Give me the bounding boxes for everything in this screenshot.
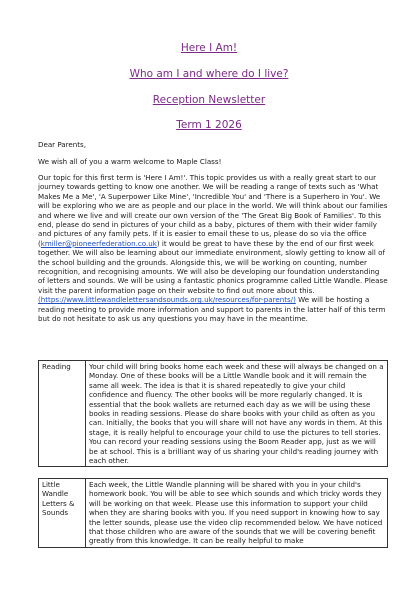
section-label: Reading — [39, 361, 86, 467]
title-here-i-am: Here I Am! — [180, 42, 238, 54]
title-term: Term 1 2026 — [176, 119, 242, 131]
section-label: Little Wandle Letters & Sounds — [39, 479, 86, 548]
little-wandle-section-table — [38, 478, 388, 548]
office-email-link[interactable]: kmiller@pioneerfederation.co.uk — [40, 238, 157, 248]
section-text: Your child will bring books home each week and these will always be changed on a Monday. One of these books will be a Little Wandle book and it will remain the same all week. The idea is that it is shared repeatedly to give your child confidence and fluency. The other books will be more regularly changed. It is essential that the book wallets are returned each day as we will be using these books in reading sessions. Please do share books with your child as often as you can. Initially, the books that you will share will not have any words in them. At this stage, it is really helpful to encourage your child to use the pictures to tell stories. You can record your reading sessions using the Boom Reader app, just as we will be at school. This is a brilliant way of us sharing your child's reading journey with each other. — [86, 361, 388, 467]
little-wandle-url-link[interactable]: (https://www.littlewandlelettersandsounds.org.uk/resources/for-parents/) — [38, 295, 296, 305]
section-text: Each week, the Little Wandle planning will be shared with you in your child's homework book. You will be able to see which sounds and which tricky words they will be working on that week. Please use this information to support your child when they are sharing books with you. If you need support in knowing how to say the letter sounds, please use the video clip recommended below. We have noticed that those children who are aware of the sounds that we will be covering benefit greatly from this knowledge. It can be really helpful to make — [86, 479, 388, 548]
intro-closing-text: We will be hosting a reading meeting to provide more information and support to parents in the latter half of this term but do not hesitate to ask us any questions you may have in the meantime. — [38, 295, 386, 324]
table-row — [39, 479, 388, 548]
welcome-line: We wish all of you a warm welcome to Maple Class! — [38, 157, 222, 166]
greeting: Dear Parents, — [38, 140, 87, 149]
title-reception-newsletter: Reception Newsletter — [152, 94, 266, 106]
intro-text: Our topic for this first term is 'Here I Am!'. This topic provides us with a really great start to our journey towards getting to know one another. We will be reading a range of texts such as 'What Makes Me a Me', 'A Superpower Like Mine', 'Incredible You' and 'There is a Superhero in You'. We will be exploring who we are as people and our place in the world. We will think about our families and where we live and will create our own version of the 'The Great Big Book of Families'. To this end, please do send in pictures of your child as a baby, pictures of them with their wider family and pictures of any family pets. If it is easier to email these to us, please do so via the office ( — [38, 173, 388, 248]
intro-text-continued: ) it would be great to have these by the end of our first week together. We will also be learning about our immediate environment, slowly getting to know all of the school building and the grounds. Alongside this, we will be working on counting, number recognition, and recognising amounts. We will also be developing our foundation understanding of letters and sounds. We will be using a fantastic phonics programme called Little Wandle. Please visit the parent information page on their website to find out more about this. — [38, 238, 388, 295]
title-who-am-i: Who am I and where do I live? — [129, 68, 289, 80]
